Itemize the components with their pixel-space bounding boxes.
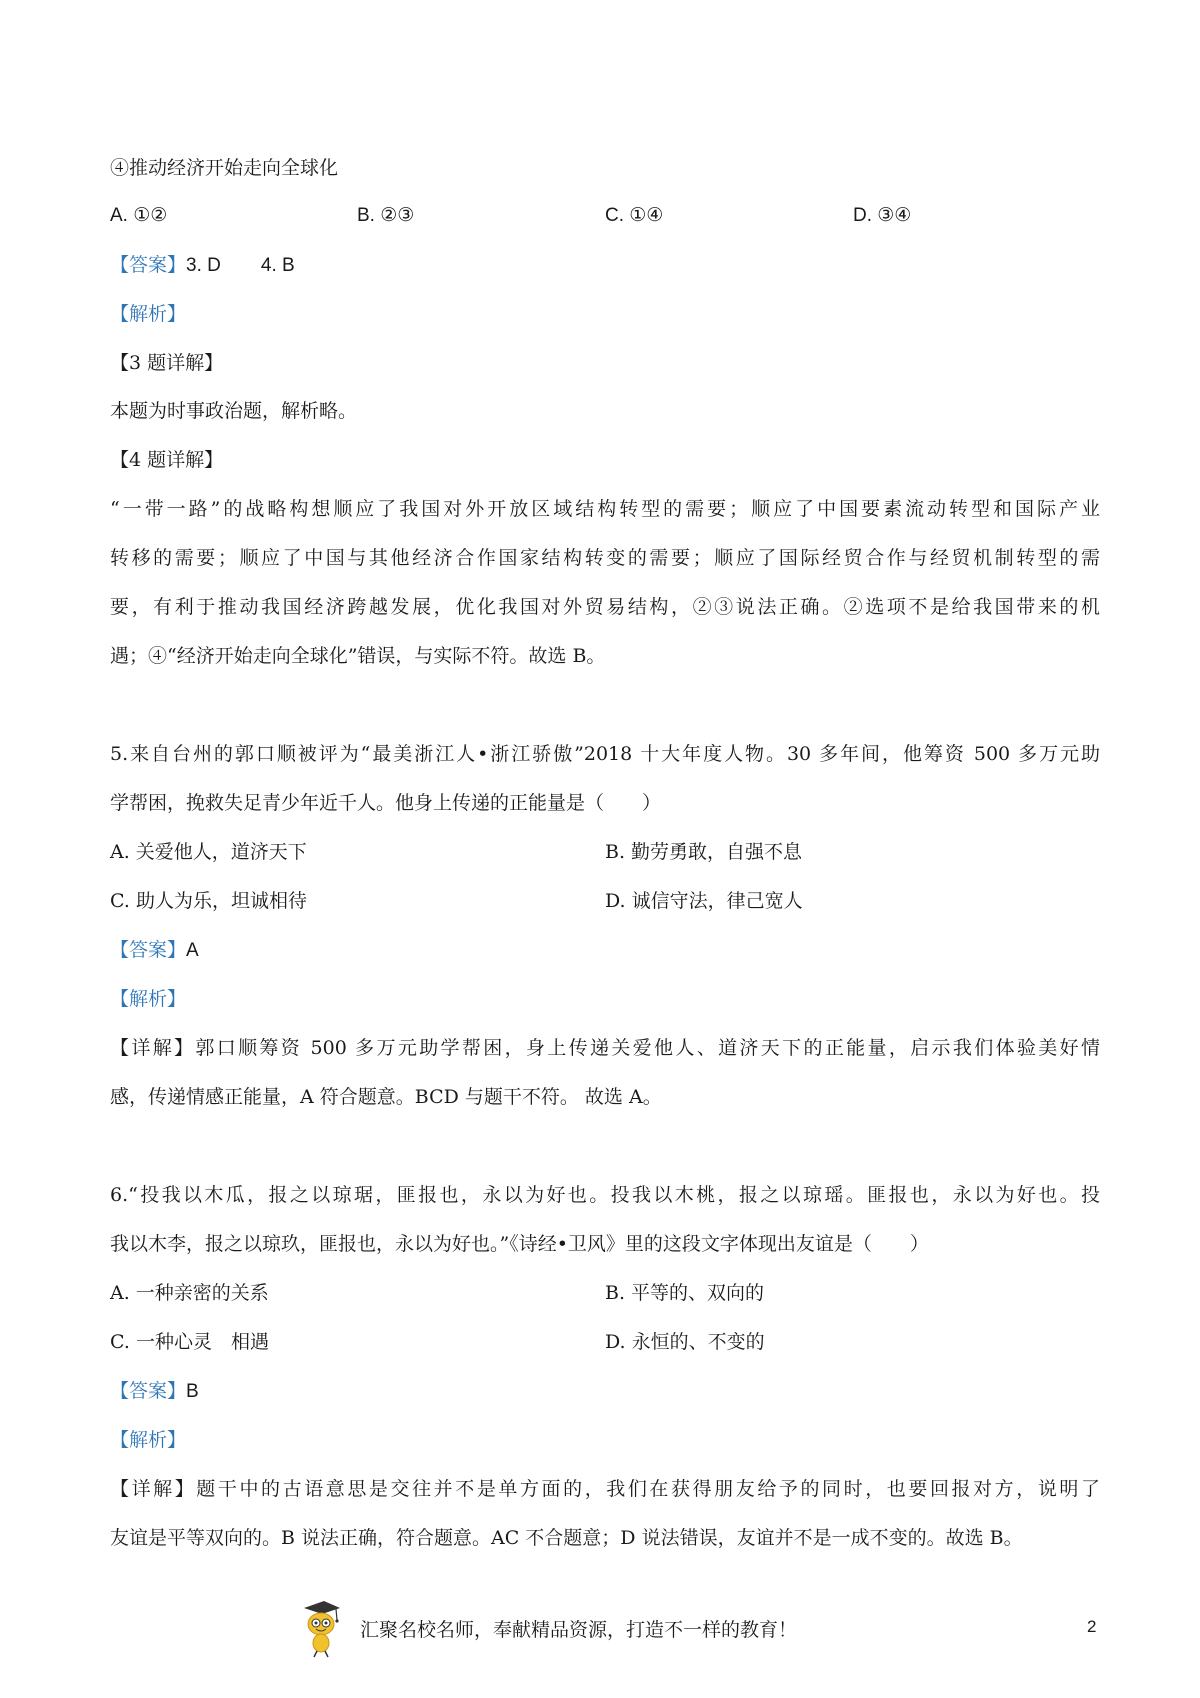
q5-stem-line: 5.来自台州的郭口顺被评为“最美浙江人•浙江骄傲”2018 十大年度人物。30 多年间，他筹资 500 多万元助 [110, 743, 1100, 765]
q5-option-b: B. 勤劳勇敢，自强不息 [605, 841, 803, 863]
q4-detail-header: 【4 题详解】 [110, 449, 224, 471]
q4-option-a: A. ①② [110, 205, 168, 226]
q34-analysis-tag: 【解析】 [110, 303, 187, 325]
answer-tag: 【答案】 [110, 939, 187, 961]
q4-option-c: C. ①④ [605, 205, 664, 226]
q5-option-d: D. 诚信守法，律己宽人 [605, 890, 803, 912]
q6-option-b: B. 平等的、双向的 [605, 1282, 765, 1304]
q5-analysis-tag: 【解析】 [110, 988, 187, 1010]
q5-detail-line: 感，传递情感正能量，A 符合题意。BCD 与题干不符。 故选 A。 [110, 1086, 662, 1108]
q6-option-a: A. 一种亲密的关系 [110, 1282, 269, 1304]
q34-answer-line [110, 252, 295, 279]
q5-answer-line [110, 937, 199, 964]
q4-option-b: B. ②③ [357, 205, 415, 226]
q4-detail-line: 转移的需要；顺应了中国与其他经济合作国家结构转变的需要；顺应了国际经贸合作与经贸机制转型的需 [110, 547, 1100, 569]
q5-answer: A [186, 940, 199, 961]
q6-option-c: C. 一种心灵 相遇 [110, 1331, 269, 1353]
mascot-logo-icon [300, 1598, 342, 1658]
answer-tag: 【答案】 [110, 254, 187, 276]
q6-stem-line: 我以木李，报之以琼玖，匪报也，永以为好也。”《诗经•卫风》里的这段文字体现出友谊是（ ） [110, 1233, 929, 1255]
page-number: 2 [1087, 1617, 1097, 1636]
q4-detail-line: “一带一路”的战略构想顺应了我国对外开放区域结构转型的需要；顺应了中国要素流动转型和国际产业 [110, 498, 1100, 520]
q4-detail-line: 要，有利于推动我国经济跨越发展，优化我国对外贸易结构，②③说法正确。②选项不是给我国带来的机 [110, 596, 1100, 618]
answer-4: 4. B [260, 255, 295, 276]
q5-detail-line: 【详解】郭口顺筹资 500 多万元助学帮困，身上传递关爱他人、道济天下的正能量，启示我们体验美好情 [110, 1037, 1100, 1059]
q3-detail-header: 【3 题详解】 [110, 352, 224, 374]
q4-option-item4: ④推动经济开始走向全球化 [110, 157, 339, 179]
q4-detail-line: 遇；④“经济开始走向全球化”错误，与实际不符。故选 B。 [110, 645, 606, 667]
q6-stem-line: 6.“投我以木瓜，报之以琼琚，匪报也，永以为好也。投我以木桃，报之以琼瑶。匪报也，永以为好也。投 [110, 1184, 1100, 1206]
answer-tag: 【答案】 [110, 1380, 187, 1402]
q6-option-d: D. 永恒的、不变的 [605, 1331, 765, 1353]
q5-stem-line: 学帮困，挽救失足青少年近千人。他身上传递的正能量是（ ） [110, 792, 662, 814]
q4-option-d: D. ③④ [853, 205, 912, 226]
q5-option-a: A. 关爱他人，道济天下 [110, 841, 307, 863]
q6-answer-line [110, 1378, 199, 1405]
answer-3: 3. D [186, 255, 221, 276]
q5-option-c: C. 助人为乐，坦诚相待 [110, 890, 307, 912]
q6-detail-line: 【详解】题干中的古语意思是交往并不是单方面的，我们在获得朋友给予的同时，也要回报对方，说明了 [110, 1478, 1100, 1500]
q3-detail-text: 本题为时事政治题，解析略。 [110, 400, 358, 422]
footer-slogan: 汇聚名校名师，奉献精品资源，打造不一样的教育！ [360, 1619, 798, 1641]
q6-detail-line: 友谊是平等双向的。B 说法正确，符合题意。AC 不合题意；D 说法错误，友谊并不是一成不变的。故选 B。 [110, 1527, 1023, 1549]
q6-answer: B [186, 1381, 199, 1402]
q6-analysis-tag: 【解析】 [110, 1429, 187, 1451]
